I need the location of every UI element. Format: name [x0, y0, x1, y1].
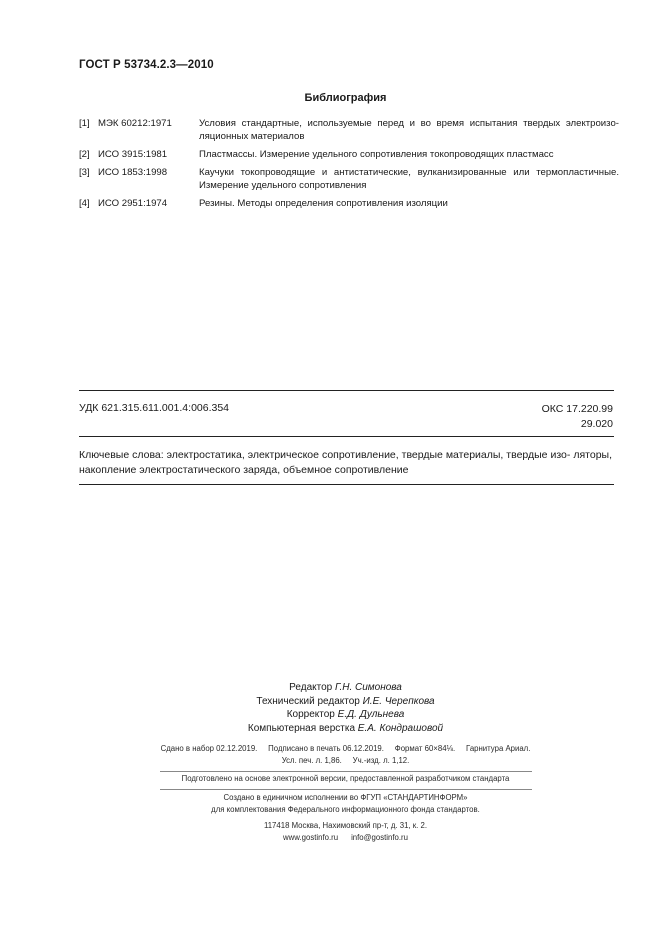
entry-number: [4] [79, 198, 90, 209]
imprint-divider-2 [160, 789, 532, 790]
oks-line-1: ОКС 17.220.99 [541, 403, 613, 415]
tech-editor-line [0, 695, 661, 709]
oks-line-2: 29.020 [580, 418, 613, 430]
keywords: Ключевые слова: электростатика, электрическое сопротивление, твердые материалы, твердые изо- ляторы, накопление электростатического заряда, объемное сопротивление [79, 449, 612, 476]
editor-name: Г.Н. Симонова [335, 682, 402, 693]
entry-standard: ИСО 3915:1981 [98, 149, 168, 160]
entry-number: [2] [79, 149, 90, 160]
imprint-print-data: Сдано в набор 02.12.2019. Подписано в печать 06.12.2019. Формат 60×84⅛. Гарнитура Ариал. [160, 744, 531, 753]
entry-text: Условия стандартные, используемые перед и во время испытания твердых электроизо- ляционных материалов [199, 118, 619, 142]
entry-number: [1] [79, 118, 90, 129]
tech-editor-name: И.Е. Черепкова [362, 695, 435, 707]
bibliography-title: Библиография [304, 92, 387, 104]
imprint-address: 117418 Москва, Нахимовский пр-т, д. 31, к. 2. [263, 821, 428, 831]
bibliography-entry [79, 167, 619, 193]
imprint-divider-1 [160, 771, 532, 772]
top-divider [79, 390, 614, 391]
imprint-fund: для комплектования Федерального информационного фонда стандартов. [211, 804, 480, 814]
proofreader-role: Корректор [286, 709, 335, 721]
entry-text: Резины. Методы определения сопротивления изоляции [199, 198, 448, 209]
entry-standard: ИСО 1853:1998 [98, 167, 168, 178]
bottom-divider [79, 484, 614, 485]
bibliography-entry [79, 149, 619, 162]
udk-code: УДК 621.315.611.001.4:006.354 [79, 402, 230, 414]
imprint-source-note: Подготовлено на основе электронной версии, предоставленной разработчиком стандарта [181, 774, 510, 784]
tech-editor-role: Технический редактор [256, 695, 360, 707]
document-code: ГОСТ Р 53734.2.3—2010 [79, 59, 214, 71]
imprint-contacts: www.gostinfo.ru info@gostinfo.ru [283, 833, 408, 843]
layout-line [0, 722, 661, 736]
bibliography-entry [79, 198, 619, 211]
entry-standard: МЭК 60212:1971 [98, 118, 172, 129]
proofreader-line [0, 708, 661, 722]
layout-name: Е.А. Кондрашовой [357, 722, 444, 734]
entry-text: Каучуки токопроводящие и антистатические, вулканизированные или термопластичные. Измерение удельного сопротивления [199, 167, 619, 191]
imprint-publisher: Создано в единичном исполнении во ФГУП «СТАНДАРТИНФОРМ» [223, 792, 468, 802]
layout-role: Компьютерная верстка [247, 722, 356, 734]
bibliography-entry [79, 118, 619, 144]
oks-code [542, 402, 613, 432]
entry-standard: ИСО 2951:1974 [98, 198, 168, 209]
proofreader-name: Е.Д. Дульнева [337, 709, 405, 721]
middle-divider [79, 436, 614, 437]
imprint-block [0, 743, 661, 844]
entry-number: [3] [79, 167, 90, 178]
credits-block [0, 681, 661, 735]
editor-line [0, 681, 661, 695]
imprint-sheets: Усл. печ. л. 1,86. Уч.-изд. л. 1,12. [281, 756, 410, 766]
entry-text: Пластмассы. Измерение удельного сопротивления токопроводящих пластмасс [199, 149, 554, 160]
editor-role: Редактор [289, 682, 333, 693]
